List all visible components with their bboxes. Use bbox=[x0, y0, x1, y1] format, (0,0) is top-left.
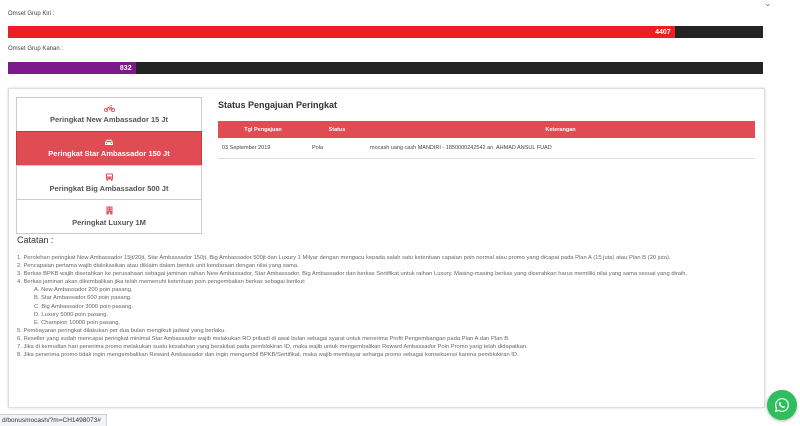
list-item: 8. Jika penerima promo tidak ingin mengembalikan Reward Ambassador dan ingin mengambil BPKB/Sertifikat, maka wajib membayar seharga promo sebagai konsekuensi karena pemblokiran ID. bbox=[17, 352, 519, 359]
list-item: 7. Jika di kemudian hari penerima promo melakukan suatu kesalahan yang berakibat pada pemblokiran ID, maka wajib untuk mengembalikan Reward Ambassador Poin Promo yang telah didapatkan. bbox=[17, 344, 528, 351]
omset-kanan-value: 832 bbox=[119, 64, 132, 72]
list-item: B. Star Ambassador 600 poin pasang. bbox=[34, 295, 132, 302]
col-status: Status bbox=[308, 121, 366, 138]
col-keterangan: Keterangan bbox=[366, 121, 755, 138]
list-item: A. New Ambassador 200 poin pasang. bbox=[34, 287, 133, 294]
tab-big-ambassador[interactable] bbox=[16, 165, 202, 199]
omset-kanan-bar bbox=[8, 62, 763, 74]
row-status: Pola bbox=[308, 138, 366, 159]
omset-kiri-bar bbox=[8, 26, 763, 38]
status-url-bar: d/bonusmocash/?m=CH1498073# bbox=[0, 414, 107, 426]
list-item: 5. Pembayaran peringkat dilakukan per dua bulan mengikuti jadwal yang berlaku. bbox=[17, 327, 226, 334]
tab-star-ambassador[interactable] bbox=[16, 131, 202, 165]
tab-label: Peringkat New Ambassador 15 Jt bbox=[49, 115, 169, 124]
tab-luxury[interactable] bbox=[16, 199, 202, 234]
car-icon bbox=[105, 173, 114, 181]
list-item: 6. Reseller yang sudah mencapai peringkat minimal Star Ambassador wajib melakukan RO pribadi di awal bulan sebagai syarat untuk menerima Profit Pengembangan pada Plan A dan Plan B. bbox=[17, 335, 510, 342]
row-date: 03 September 2019 bbox=[218, 138, 308, 159]
list-item: D. Luxury 5000 poin pasang. bbox=[34, 311, 109, 318]
row-note: mocash uang cash MANDIRI - 1850000242542 an. AHMAD ANSUL FUAD bbox=[366, 138, 755, 159]
omset-kanan-fill bbox=[8, 62, 136, 74]
tab-new-ambassador[interactable] bbox=[16, 97, 202, 131]
omset-kiri-fill bbox=[8, 26, 675, 38]
col-tgl-pengajuan: Tgl Pengajuan bbox=[218, 121, 308, 138]
whatsapp-icon bbox=[774, 397, 790, 413]
building-icon bbox=[106, 206, 113, 215]
tab-label: Peringkat Luxury 1M bbox=[72, 218, 146, 227]
whatsapp-button[interactable] bbox=[767, 390, 797, 420]
ranking-tabs bbox=[16, 97, 202, 234]
motorcycle-icon bbox=[104, 105, 115, 112]
table-row bbox=[218, 138, 755, 159]
list-item: 4. Berkas jaminan akan dikembalikan jika telah memenuhi ketentuan poin pengembalian berkas sebagai berikut: bbox=[17, 279, 306, 286]
list-item: 1. Perolehan peringkat New Ambassador 15jt/20jt, Star Ambassador 150jt, Big Ambassador 500jt dan Luxury 1 Milyar dengan mengacu kepada salah satu ketentuan capaian poin normal atau promo yang dicapai pada Plan A (15 juta) atau Plan B (20 juta). bbox=[17, 255, 671, 261]
status-table bbox=[218, 121, 755, 159]
notes-list bbox=[17, 254, 762, 359]
table-header-row bbox=[218, 121, 755, 138]
omset-kiri-value: 4407 bbox=[655, 28, 671, 36]
omset-kanan-label: Omset Grup Kanan : bbox=[8, 46, 64, 52]
list-item: C. Big Ambassador 3000 poin pasang. bbox=[34, 303, 133, 310]
tab-label: Peringkat Star Ambassador 150 Jt bbox=[48, 149, 170, 158]
car-icon bbox=[104, 139, 114, 146]
list-item: 3. Berkas BPKB wajib diserahkan ke perusahaan sebagai jaminan raihan New Ambassador, Star Ambassador, Big Ambassador dan berkas Sertifikat untuk raihan Luxury. Masing-masing berkas yang diserahkan harus memiliki nilai yang sama sesuai yang diraih. bbox=[17, 271, 688, 278]
tab-label: Peringkat Big Ambassador 500 Jt bbox=[49, 183, 169, 193]
ranking-card bbox=[8, 88, 765, 408]
list-item: E. Champion 10000 poin pasang. bbox=[34, 319, 121, 326]
list-item: 2. Pencapaian pertama wajib dialokasikan atau diklaim dalam bentuk unit kendaraan dengan nilai yang sama. bbox=[17, 263, 299, 270]
chevron-down-icon[interactable]: ⌄ bbox=[764, 0, 772, 8]
status-title: Status Pengajuan Peringkat bbox=[218, 100, 338, 110]
omset-kiri-label: Omset Grup Kiri : bbox=[8, 11, 55, 17]
notes-title: Catatan : bbox=[17, 235, 54, 245]
